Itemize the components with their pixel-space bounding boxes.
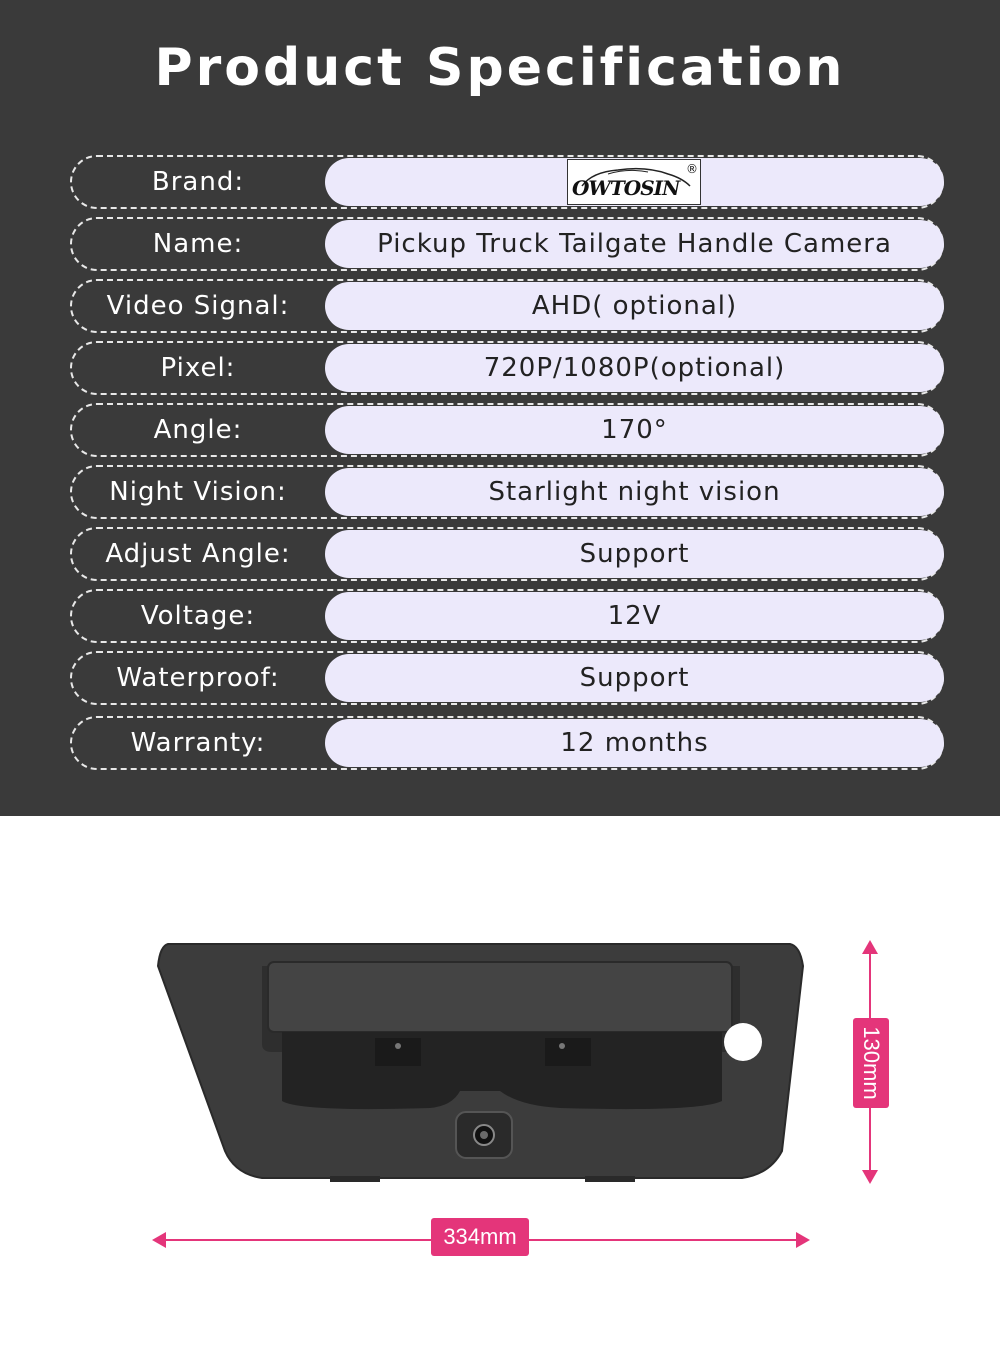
spec-row-pixel <box>70 341 944 395</box>
width-dimension-label: 334mm <box>431 1218 529 1256</box>
spec-label: Pixel: <box>160 353 236 383</box>
arrow-up-icon <box>862 940 878 954</box>
height-dimension-label: 130mm <box>853 1018 889 1108</box>
spec-value: 12 months <box>560 728 709 758</box>
spec-row-voltage <box>70 589 944 643</box>
spec-label: Warranty: <box>130 728 266 758</box>
spec-row-night-vision <box>70 465 944 519</box>
brand-logo-text: OWTOSIN <box>572 176 680 200</box>
spec-row-waterproof <box>70 651 944 705</box>
spec-label: Voltage: <box>140 601 256 631</box>
spec-value: 720P/1080P(optional) <box>483 353 786 383</box>
spec-value: Starlight night vision <box>488 477 781 507</box>
arrow-right-icon <box>796 1232 810 1248</box>
arrow-left-icon <box>152 1232 166 1248</box>
product-illustration <box>0 816 1000 1356</box>
spec-label: Name: <box>152 229 244 259</box>
spec-value: AHD( optional) <box>531 291 738 321</box>
spec-row-name <box>70 217 944 271</box>
spec-value: 170° <box>601 415 668 445</box>
spec-row-warranty <box>70 716 944 770</box>
spec-row-angle <box>70 403 944 457</box>
mounting-hole-icon <box>724 1023 762 1061</box>
spec-label: Waterproof: <box>116 663 280 693</box>
spec-row-video-signal <box>70 279 944 333</box>
brand-logo <box>567 159 701 205</box>
page-title: Product Specification <box>154 38 846 98</box>
spec-label: Video Signal: <box>106 291 290 321</box>
spec-row-adjust-angle <box>70 527 944 581</box>
spec-value: Support <box>579 663 690 693</box>
spec-label: Angle: <box>153 415 243 445</box>
spec-value: 12V <box>607 601 662 631</box>
spec-value: Support <box>579 539 690 569</box>
spec-row-brand <box>70 155 944 209</box>
spec-label: Adjust Angle: <box>105 539 291 569</box>
arrow-down-icon <box>862 1170 878 1184</box>
registered-mark: ® <box>686 162 698 176</box>
spec-label: Brand: <box>151 167 245 197</box>
spec-value: Pickup Truck Tailgate Handle Camera <box>377 229 892 259</box>
spec-label: Night Vision: <box>109 477 287 507</box>
